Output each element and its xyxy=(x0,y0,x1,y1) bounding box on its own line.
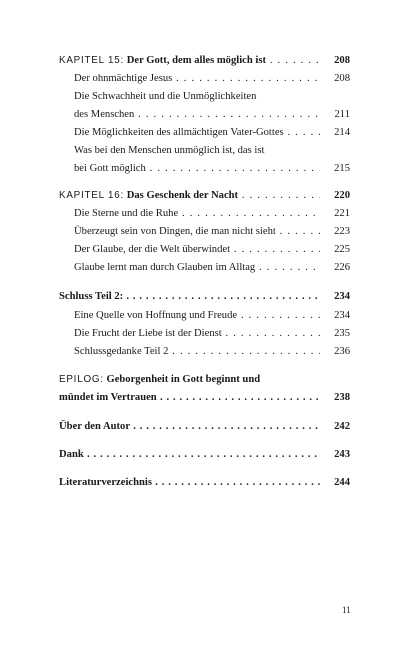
toc-entry[interactable] xyxy=(74,160,350,178)
toc-entry[interactable] xyxy=(74,325,350,343)
section-title: Dank . . . xyxy=(59,446,320,464)
chapter-title: Das Geschenk der Nacht xyxy=(126,190,239,201)
toc-bibliography[interactable] xyxy=(59,474,350,492)
chapter-label: KAPITEL 15: xyxy=(59,55,125,66)
entry-title: Die Möglichkeiten des allmächtigen Vater-Gottes . . . xyxy=(74,124,320,142)
chapter-label: KAPITEL 16: xyxy=(59,190,125,201)
toc-chapter-16[interactable] xyxy=(59,187,350,205)
toc-entry[interactable] xyxy=(74,307,350,325)
page-ref: 214 xyxy=(320,124,350,142)
page-ref: 226 xyxy=(320,259,350,277)
page-ref: 243 xyxy=(320,446,350,464)
page-ref: 236 xyxy=(320,343,350,361)
page-ref: 238 xyxy=(320,389,350,407)
chapter-title: Der Gott, dem alles möglich ist xyxy=(126,55,266,66)
entry-title: Der ohnmächtige Jesus . . . xyxy=(74,70,320,88)
page-ref: 225 xyxy=(320,241,350,259)
toc-about-author[interactable] xyxy=(59,418,350,436)
toc-epilog-line1 xyxy=(59,371,350,389)
page-number: 11 xyxy=(342,605,351,615)
section-title: Literaturverzeichnis . . . xyxy=(59,474,320,492)
section-title: Über den Autor . . . xyxy=(59,418,320,436)
toc-entry[interactable] xyxy=(74,241,350,259)
section-title: Schluss Teil 2: . . . xyxy=(59,288,320,306)
toc-entry[interactable] xyxy=(74,343,350,361)
page-ref: 211 xyxy=(320,106,350,124)
entry-title-line1: Was bei den Menschen unmöglich ist, das ist xyxy=(74,145,265,156)
page-ref: 220 xyxy=(320,187,350,205)
entry-title: Der Glaube, der die Welt überwindet . . . xyxy=(74,241,320,259)
page-ref: 234 xyxy=(320,288,350,306)
toc-entry[interactable] xyxy=(74,205,350,223)
entry-title: Die Frucht der Liebe ist der Dienst . . . xyxy=(74,325,320,343)
toc-thanks[interactable] xyxy=(59,446,350,464)
toc-entry[interactable] xyxy=(74,124,350,142)
page-ref: 244 xyxy=(320,474,350,492)
entry-title: Die Sterne und die Ruhe . . . xyxy=(74,205,320,223)
toc-entry[interactable] xyxy=(74,259,350,277)
epilog-title-line1: Geborgenheit in Gott beginnt und xyxy=(106,374,261,385)
epilog-label: EPILOG: xyxy=(59,374,104,385)
entry-title: bei Gott möglich . . . xyxy=(74,160,320,178)
entry-title-line1: Die Schwachheit und die Unmöglichkeiten xyxy=(74,91,257,102)
toc-section-conclusion[interactable] xyxy=(59,288,350,306)
entry-title: Eine Quelle von Hoffnung und Freude . . . xyxy=(74,307,320,325)
entry-title: Glaube lernt man durch Glauben im Alltag . . . xyxy=(74,259,320,277)
toc-chapter-15[interactable] xyxy=(59,52,350,70)
toc-entry[interactable] xyxy=(74,106,350,124)
page-ref: 208 xyxy=(320,52,350,70)
page-ref: 242 xyxy=(320,418,350,436)
page-ref: 208 xyxy=(320,70,350,88)
page-ref: 223 xyxy=(320,223,350,241)
page-ref: 234 xyxy=(320,307,350,325)
entry-title: des Menschen . . . xyxy=(74,106,320,124)
page-ref: 235 xyxy=(320,325,350,343)
entry-title: Schlussgedanke Teil 2 . . . xyxy=(74,343,320,361)
epilog-title-line2: mündet im Vertrauen . . . xyxy=(59,389,320,407)
page-ref: 215 xyxy=(320,160,350,178)
entry-title: Überzeugt sein von Dingen, die man nicht sieht . . . xyxy=(74,223,320,241)
toc-entry[interactable] xyxy=(74,223,350,241)
toc-entry[interactable] xyxy=(74,70,350,88)
page-ref: 221 xyxy=(320,205,350,223)
toc-epilog[interactable] xyxy=(59,389,350,407)
